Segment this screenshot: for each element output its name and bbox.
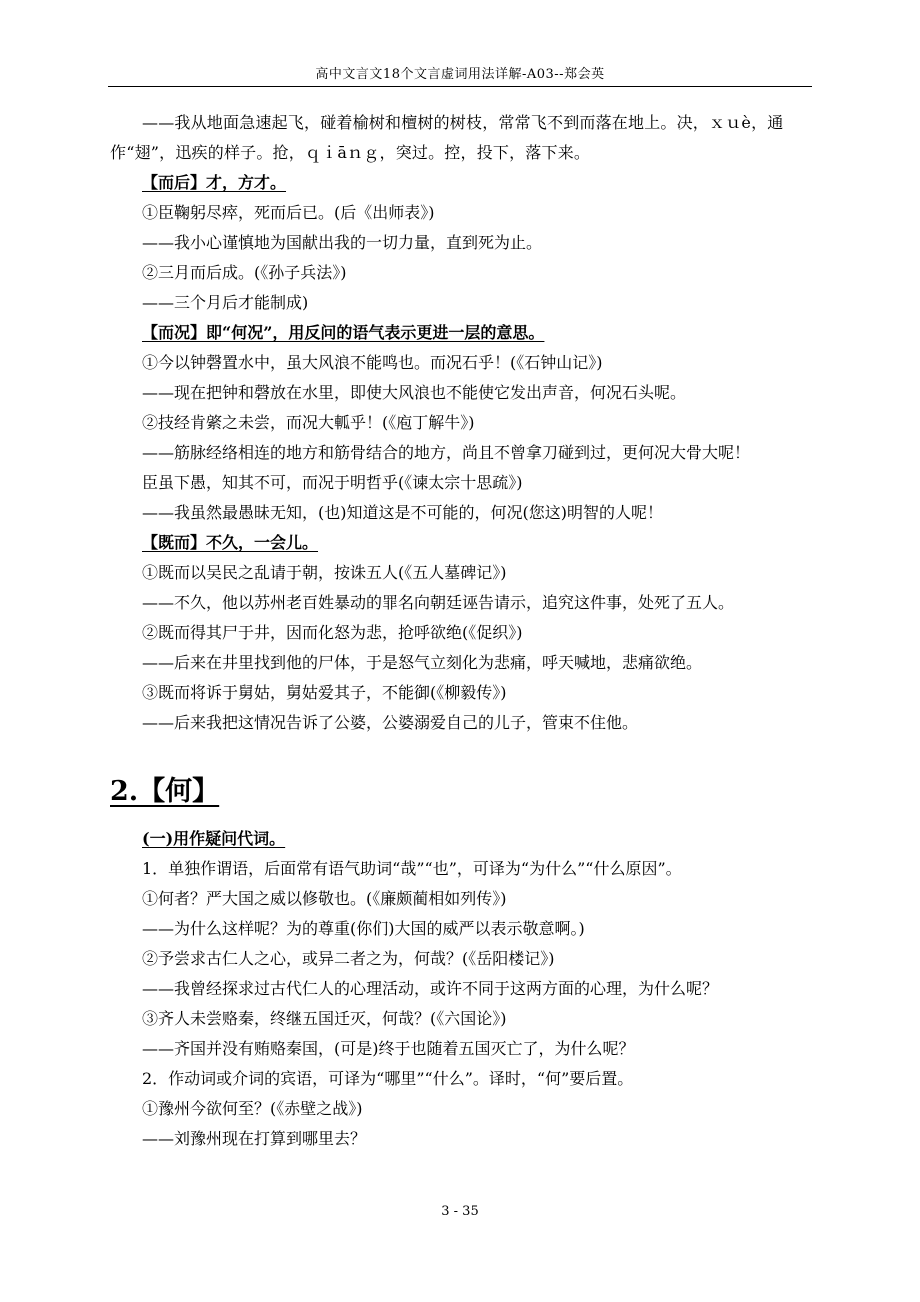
- paragraph: ——刘豫州现在打算到哪里去？: [142, 1129, 367, 1148]
- section-title: [110, 774, 812, 810]
- paragraph: ②既而得其尸于井，因而化怒为悲，抢呼欲绝(《促织》): [142, 623, 523, 642]
- term-heading-text: 【既而】不久，一会儿。: [142, 533, 319, 552]
- page-header: 高中文言文18个文言虚词用法详解-A03--郑会英: [315, 67, 605, 82]
- section-title-text: 2.【何】: [110, 776, 220, 807]
- paragraph: ①豫州今欲何至？(《赤壁之战》): [142, 1099, 363, 1118]
- term-heading-text: 【而后】才，方才。: [142, 173, 287, 192]
- paragraph: ——现在把钟和磬放在水里，即使大风浪也不能使它发出声音，何况石头呢。: [142, 383, 687, 402]
- paragraph: ——我小心谨慎地为国献出我的一切力量，直到死为止。: [142, 233, 543, 252]
- term-heading: [110, 318, 812, 348]
- paragraph: ①何者？严大国之威以修敬也。(《廉颇蔺相如列传》): [142, 889, 507, 908]
- paragraph: ——后来在井里找到他的尸体，于是怒气立刻化为悲痛，呼天喊地，悲痛欲绝。: [142, 653, 703, 672]
- paragraph: ——三个月后才能制成): [142, 293, 309, 312]
- page-number: 3 - 35: [441, 1204, 479, 1219]
- paragraph: ②予尝求古仁人之心，或异二者之为，何哉？(《岳阳楼记》): [142, 949, 555, 968]
- paragraph: 臣虽下愚，知其不可，而况于明哲乎(《谏太宗十思疏》): [142, 473, 523, 492]
- paragraph: ③齐人未尝赂秦，终继五国迁灭，何哉？(《六国论》): [142, 1009, 507, 1028]
- paragraph: ②技经肯綮之未尝，而况大軱乎！(《庖丁解牛》): [142, 413, 475, 432]
- paragraph: ②三月而后成。(《孙子兵法》): [142, 263, 347, 282]
- page-content: [110, 108, 812, 1154]
- subsection-heading-text: (一)用作疑问代词。: [142, 829, 286, 848]
- paragraph: ——筋脉经络相连的地方和筋骨结合的地方，尚且不曾拿刀碰到过，更何况大骨大呢！: [142, 443, 751, 462]
- paragraph: ——为什么这样呢？为的尊重(你们)大国的威严以表示敬意啊。): [142, 919, 585, 938]
- paragraph: 1．单独作谓语，后面常有语气助词“哉”“也”，可译为“为什么”“什么原因”。: [142, 859, 682, 878]
- paragraph: ①既而以吴民之乱请于朝，按诛五人(《五人墓碑记》): [142, 563, 507, 582]
- paragraph: ①今以钟磬置水中，虽大风浪不能鸣也。而况石乎！(《石钟山记》): [142, 353, 603, 372]
- paragraph: ——不久，他以苏州老百姓暴动的罪名向朝廷诬告请示，追究这件事，处死了五人。: [142, 593, 735, 612]
- paragraph: 2．作动词或介词的宾语，可译为“哪里”“什么”。译时，“何”要后置。: [142, 1069, 634, 1088]
- term-heading: [110, 168, 812, 198]
- paragraph: ——齐国并没有贿赂秦国，(可是)终于也随着五国灭亡了，为什么呢？: [142, 1039, 635, 1058]
- paragraph: ③既而将诉于舅姑，舅姑爱其子，不能御(《柳毅传》): [142, 683, 507, 702]
- subsection-heading: [110, 824, 812, 854]
- term-heading-text: 【而况】即“何况”，用反问的语气表示更进一层的意思。: [142, 323, 545, 342]
- paragraph: ——后来我把这情况告诉了公婆，公婆溺爱自己的儿子，管束不住他。: [142, 713, 639, 732]
- paragraph: ——我曾经探求过古代仁人的心理活动，或许不同于这两方面的心理，为什么呢？: [142, 979, 719, 998]
- header-rule: [108, 86, 812, 87]
- paragraph: ——我虽然最愚昧无知，(也)知道这是不可能的，何况(您这)明智的人呢！: [142, 503, 663, 522]
- paragraph: ——我从地面急速起飞，碰着榆树和檀树的树枝，常常飞不到而落在地上。决，ｘｕè，通作“翅”，迅疾的样子。抢，ｑｉāｎｇ，突过。控，投下，落下来。: [110, 113, 784, 162]
- paragraph: ①臣鞠躬尽瘁，死而后已。(后《出师表》): [142, 203, 435, 222]
- term-heading: [110, 528, 812, 558]
